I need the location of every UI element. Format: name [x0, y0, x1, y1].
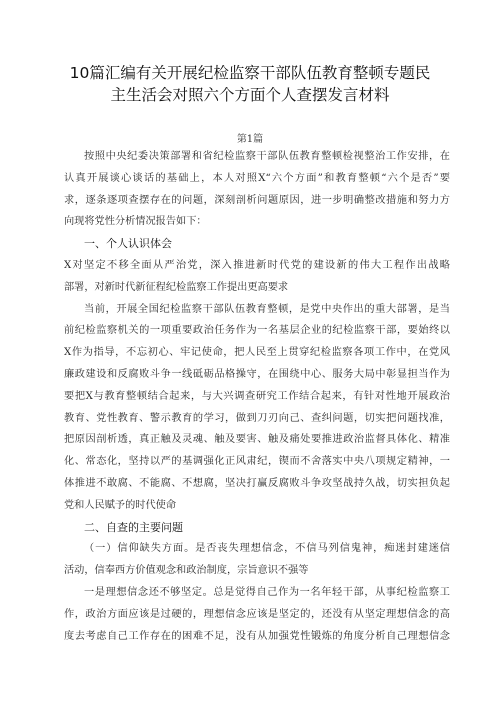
- paragraph-line: 部署，对新时代新征程纪检监察工作提出更高要求: [64, 281, 289, 293]
- paragraph-line: 按照中央纪委决策部署和省纪检监察干部队伍教育整顿检视整治工作安排，在: [84, 151, 450, 162]
- paragraph-line: 体推进不敢腐、不能腐、不想腐，坚决打赢反腐败斗争攻坚战持久战，切实担负起: [64, 477, 450, 489]
- paragraph-line: 认真开展谈心谈话的基础上，本人对照X“六个方面”和教育整顿“六个是否”要: [64, 172, 450, 184]
- paragraph-line: （一）信仰缺失方面。是否丧失理想信念，不信马列信鬼神，痴迷封建迷信: [84, 543, 450, 555]
- chapter-heading: 第1篇: [236, 134, 264, 145]
- paragraph-line: 化、常态化，坚持以严的基调强化正风肃纪，锲而不舍落实中央八项规定精神，一: [64, 456, 450, 468]
- paragraph-line: X对坚定不移全面从严治党，深入推进新时代党的建设新的伟大工程作出战略: [64, 259, 450, 271]
- paragraph-line: 把原因剖析透，真正触及灵魂、触及要害、触及痛处要推进政治监督具体化、精准: [64, 434, 450, 446]
- paragraph-line: 当前，开展全国纪检监察干部队伍教育整顿，是党中央作出的重大部署，是当: [84, 303, 450, 315]
- paragraph-line: X作为指导，不忘初心、牢记使命，把人民至上贯穿纪检监察各项工作中，在党风: [64, 347, 450, 359]
- paragraph-line: 向现将党性分析情况报告如下：: [64, 216, 207, 228]
- section-heading: 一、个人认识体会: [84, 237, 172, 251]
- paragraph-line: 廉政建设和反腐败斗争一线砥砺品格操守，在围绕中心、服务大局中彰显担当作为: [64, 368, 450, 380]
- paragraph-line: 教育、党性教育、警示教育的学习，做到刀刃向己、查纠问题，切实把问题找准，: [64, 412, 450, 424]
- paragraph-line: 党和人民赋予的时代使命: [64, 499, 177, 511]
- paragraph-line: 前纪检监察机关的一项重要政治任务作为一名基层企业的纪检监察干部，要始终以: [64, 325, 450, 337]
- document-title-line-1: 10篇汇编有关开展纪检监察干部队伍教育整顿专题民: [69, 64, 431, 82]
- section-heading: 二、自查的主要问题: [84, 520, 183, 534]
- paragraph-line: 要把X与教育整顿结合起来，与大兴调查研究工作结合起来，有针对性地开展政治: [64, 390, 450, 402]
- paragraph-line: 活动，信奉西方价值观念和政治制度，宗旨意识不强等: [64, 565, 309, 577]
- paragraph-line: 求，逐条逐项查摆存在的问题，深刻剖析问题原因，进一步明确整改措施和努力方: [64, 194, 450, 206]
- document-body: [64, 146, 450, 647]
- document-title-line-2: 主生活会对照六个方面个人查摆发言材料: [110, 86, 390, 104]
- paragraph-line: 作，政治方面应该是过硬的，理想信念应该是坚定的，还没有从坚定理想信念的高: [64, 608, 450, 620]
- paragraph-line: 度去考虑自己工作存在的困难不足，没有从加强党性锻炼的角度分析自己理想信念: [64, 630, 450, 642]
- paragraph-line: 一是理想信念还不够坚定。总是觉得自己作为一名年轻干部，从事纪检监察工: [84, 586, 450, 598]
